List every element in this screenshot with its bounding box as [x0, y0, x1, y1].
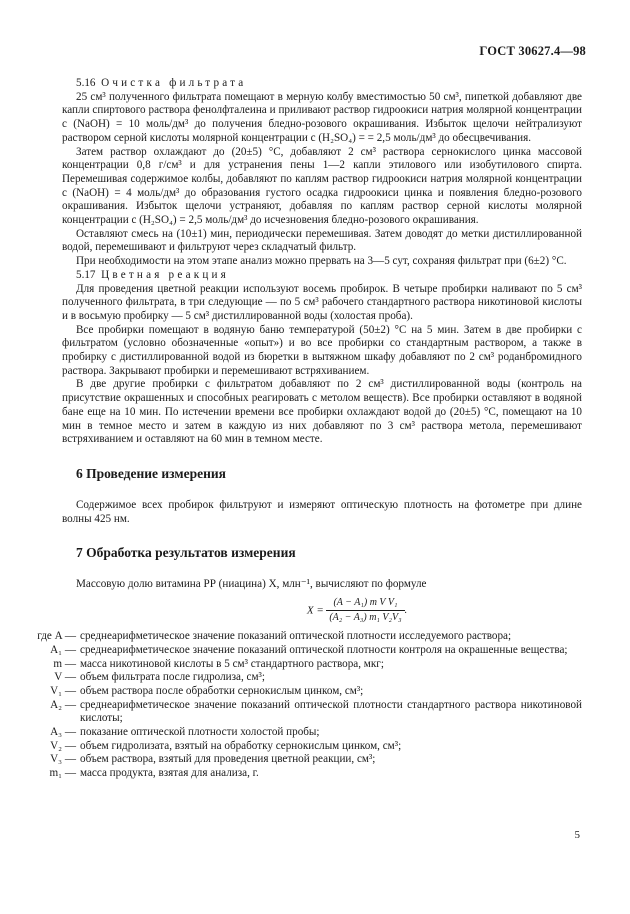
variable-description: объем фильтрата после гидролиза, см³; — [80, 671, 265, 684]
formula-intro: Массовую долю витамина РР (ниацина) X, млн⁻¹, вычисляют по формуле — [76, 578, 427, 591]
section-number: 5.16 — [76, 77, 96, 89]
variable-symbol: A₂ — — [50, 698, 76, 711]
variable-symbol: V₁ — — [50, 684, 76, 697]
paragraph: Содержимое всех пробирок фильтруют и измеряют оптическую плотность на фотометре при длине волны 425 нм. — [62, 498, 582, 525]
definition-row — [50, 698, 582, 726]
variable-description: показание оптической плотности холостой пробы; — [80, 726, 320, 739]
variable-symbol: A₃ — — [50, 726, 76, 739]
variable-description: объем раствора, взятый для проведения цветной реакции, см³; — [80, 753, 376, 766]
formula-denominator: (A₂ − A₃) m₁ V₂V₃ — [329, 612, 402, 624]
variable-description: среднеарифметическое значение показаний оптической плотности контроля на окрашенные вещества; — [80, 643, 568, 656]
definition-row — [50, 726, 582, 740]
formula-lhs: X = — [306, 604, 324, 617]
variable-description: объем гидролизата, взятый на обработку сернокислым цинком, см³; — [80, 739, 402, 752]
definition-row — [50, 643, 582, 658]
formula-end: . — [404, 604, 408, 616]
variable-symbol: m₁ — — [49, 767, 76, 780]
variable-symbol: m — — [53, 657, 76, 670]
paragraph: Все пробирки помещают в водяную баню температурой (50±2) °С на 5 мин. Затем в две пробирки с фильтратом (условно обозначенные «опыт») и во все пробирки со стандартным раствором, а также в пробирку с дистиллированной водой из бюретки в вытяжном шкафу добавляют по 2 см³ роданбромидного раствора. Закрывают пробирки и перемешивают встряхиванием. — [62, 323, 582, 377]
variable-definitions — [37, 630, 582, 781]
definition-row — [53, 657, 582, 672]
section-7-heading: 7 Обработка результатов измерения — [76, 545, 296, 561]
paragraph: В две другие пробирки с фильтратом добавляют по 2 см³ дистиллированной воды (контроль на присутствие окрашенных и способных реагировать с метолом веществ). Все пробирки оставляют в водяной бане еще на 10 мин. По истечении времени все пробирки охлаждают водой до (20±5) °С, помещают на 10 мин в темное место и затем в каждую из них добавляют по 3 см³ раствора метола, перемешивают встряхиванием и оставляют на 60 мин в темном месте. — [62, 378, 582, 446]
definition-row — [37, 630, 582, 644]
variable-symbol: V₃ — — [50, 753, 76, 766]
variable-description: масса продукта, взятая для анализа, г. — [80, 767, 259, 780]
body-text — [37, 77, 582, 781]
variable-symbol: V₂ — — [50, 739, 76, 752]
variable-description: среднеарифметическое значение показаний оптической плотности стандартного раствора никотиновой кислоты; — [80, 698, 582, 725]
definition-row — [54, 671, 582, 685]
variable-description: масса никотиновой кислоты в 5 см³ стандартного раствора, мкг; — [80, 657, 384, 670]
formula-numerator: (A − A₁) m V V₁ — [326, 597, 404, 611]
definition-row — [49, 767, 582, 781]
formula-fraction — [326, 597, 404, 624]
definition-row — [50, 739, 582, 754]
section-number: 5.17 — [76, 268, 96, 281]
section-title: Цветная реакция — [101, 268, 230, 281]
section-5-16-heading — [62, 77, 582, 91]
section-6-heading: 6 Проведение измерения — [76, 465, 226, 481]
variable-description: объем раствора после обработки сернокислым цинком, см³; — [80, 684, 364, 697]
variable-symbol: V — — [54, 671, 76, 684]
paragraph: При необходимости на этом этапе анализ можно прервать на 3—5 сут, сохраняя фильтрат при (6±2) °С. — [76, 255, 567, 268]
page-number: 5 — [574, 829, 580, 841]
definition-row — [50, 684, 582, 699]
section-title: Очистка фильтрата — [101, 77, 247, 89]
paragraph: 25 см³ полученного фильтрата помещают в мерную колбу вместимостью 50 см³, пипеткой добавляют две капли спиртового раствора фенолфталеина и приливают раствор гидроокиси натрия молярной концентрации c (NaOH) = 10 моль/дм³ до получения бледно-розового окрашивания. Избыток щелочи нейтрализуют раствором серной кислоты молярной концентрации c (H₂SO₄) = = 2,5 моль/дм³ до обесцвечивания. — [62, 90, 582, 144]
paragraph: Затем раствор охлаждают до (20±5) °С, добавляют 2 см³ раствора сернокислого цинка массовой концентрации 0,8 г/см³ и для устранения пены 1—2 капли этилового или изобутилового спирта. Перемешивая содержимое колбы, добавляют по каплям раствор гидроокиси натрия молярной концентрации c (NaOH) = 4 моль/дм³ до образования густого осадка гидроокиси цинка и появления бледно-розового окрашивания. Избыток щелочи устраняют, добавляя по каплям раствор серной кислоты молярной концентрации c (H₂SO₄) = 2,5 моль/дм³ до исчезновения бледно-розового окрашивания. — [62, 145, 582, 227]
standard-code-header: ГОСТ 30627.4—98 — [479, 44, 586, 58]
formula — [132, 597, 582, 624]
section-5-17-heading — [62, 269, 582, 283]
paragraph: Оставляют смесь на (10±1) мин, периодически перемешивая. Затем доводят до метки дистиллированной водой, перемешивают и фильтруют через складчатый фильтр. — [62, 227, 582, 254]
variable-symbol: где A — — [37, 630, 76, 643]
variable-description: среднеарифметическое значение показаний оптической плотности исследуемого раствора; — [80, 630, 512, 643]
paragraph: Для проведения цветной реакции используют восемь пробирок. В четыре пробирки наливают по 5 см³ полученного фильтрата, в три следующие — по 5 см³ рабочего стандартного раствора никотиновой кислоты и в восьмую пробирку — 5 см³ дистиллированной воды (холостая проба). — [62, 282, 582, 322]
variable-symbol: A₁ — — [50, 643, 76, 656]
definition-row — [50, 753, 582, 767]
